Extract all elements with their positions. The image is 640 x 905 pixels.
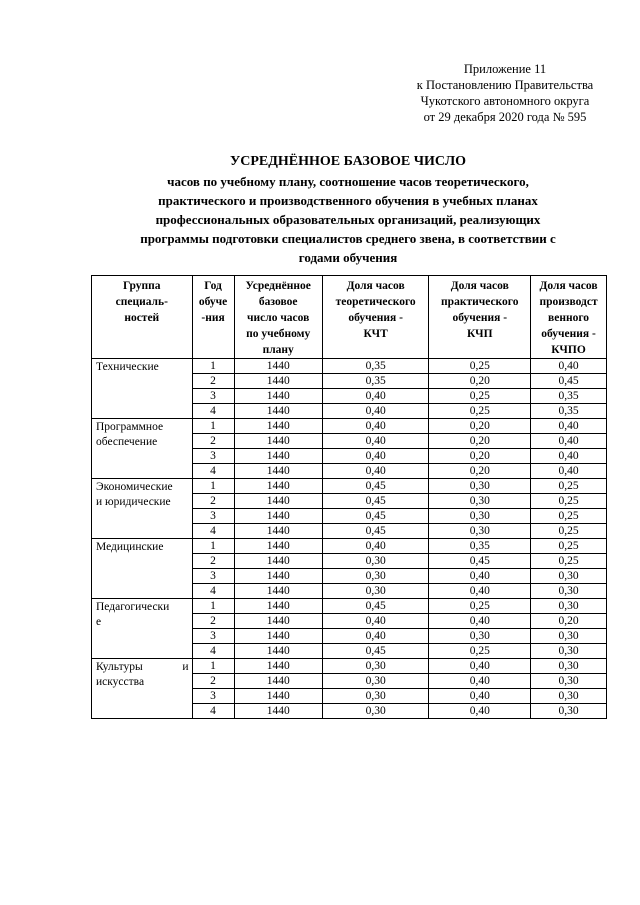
header-line: число часов [247,312,310,324]
specialty-group-name: Педагогически [96,601,170,613]
header-line: ностей [124,312,160,324]
production-cell: 0,40 [531,419,607,434]
production-cell: 0,30 [531,629,607,644]
practice-cell: 0,20 [429,419,531,434]
specialty-group-name: Экономические [96,481,173,493]
header-line: теоретического [335,296,416,308]
table-row [92,479,607,494]
header-line: Группа [122,280,161,292]
hours-cell: 1440 [234,494,322,509]
hours-cell: 1440 [234,509,322,524]
table-body [92,359,607,719]
production-cell: 0,40 [531,464,607,479]
specialty-group-name: и юридические [96,496,171,508]
practice-cell: 0,20 [429,374,531,389]
year-cell: 1 [192,599,234,614]
hours-cell: 1440 [234,464,322,479]
hours-cell: 1440 [234,599,322,614]
specialty-group-cell [92,599,193,659]
header-line: Доля часов [346,280,405,292]
practice-cell: 0,40 [429,584,531,599]
heading-line: практического и производственного обучения в учебных планах [158,193,538,208]
hours-cell: 1440 [234,659,322,674]
theory-cell: 0,40 [322,614,429,629]
specialty-group-name: е [96,616,102,628]
specialty-group-name: Программное [96,421,164,433]
hours-cell: 1440 [234,359,322,374]
hours-cell: 1440 [234,419,322,434]
header-line: по учебному [246,328,311,340]
theory-cell: 0,40 [322,419,429,434]
theory-cell: 0,30 [322,704,429,719]
hours-cell: 1440 [234,449,322,464]
practice-cell: 0,20 [429,464,531,479]
appendix-line: Приложение 11 [463,62,547,76]
year-cell: 2 [192,494,234,509]
hours-cell: 1440 [234,614,322,629]
hours-cell: 1440 [234,539,322,554]
table-row [92,359,607,374]
year-cell: 4 [192,404,234,419]
production-cell: 0,30 [531,689,607,704]
year-cell: 3 [192,389,234,404]
hours-cell: 1440 [234,704,322,719]
theory-cell: 0,45 [322,494,429,509]
theory-cell: 0,30 [322,569,429,584]
table-row [92,419,607,434]
year-cell: 2 [192,614,234,629]
theory-cell: 0,40 [322,464,429,479]
theory-cell: 0,40 [322,434,429,449]
hours-cell: 1440 [234,434,322,449]
hours-cell: 1440 [234,374,322,389]
production-cell: 0,40 [531,434,607,449]
table-row [92,539,607,554]
year-cell: 4 [192,704,234,719]
appendix-line: к Постановлению Правительства [416,78,594,92]
theory-cell: 0,30 [322,689,429,704]
theory-cell: 0,30 [322,674,429,689]
hours-cell: 1440 [234,404,322,419]
specialty-group-cell [92,479,193,539]
header-line: -ния [201,312,225,324]
practice-cell: 0,30 [429,494,531,509]
year-cell: 1 [192,539,234,554]
specialty-group-cell [92,419,193,479]
production-cell: 0,25 [531,509,607,524]
hours-cell: 1440 [234,554,322,569]
theory-cell: 0,35 [322,374,429,389]
year-cell: 1 [192,419,234,434]
hours-cell: 1440 [234,479,322,494]
production-cell: 0,25 [531,554,607,569]
practice-cell: 0,30 [429,629,531,644]
production-cell: 0,45 [531,374,607,389]
hours-cell: 1440 [234,644,322,659]
practice-cell: 0,35 [429,539,531,554]
header-group [92,276,193,359]
year-cell: 3 [192,689,234,704]
hours-cell: 1440 [234,389,322,404]
appendix-line: от 29 декабря 2020 года № 595 [423,110,587,124]
theory-cell: 0,40 [322,389,429,404]
specialty-group-cell [92,659,193,719]
hours-cell: 1440 [234,524,322,539]
specialty-group-name: Медицинские [96,541,164,553]
year-cell: 3 [192,449,234,464]
document-heading [90,152,606,267]
theory-cell: 0,35 [322,359,429,374]
header-line: обуче [198,296,228,308]
hours-ratio-table [91,275,607,719]
year-cell: 4 [192,584,234,599]
production-cell: 0,35 [531,404,607,419]
practice-cell: 0,40 [429,704,531,719]
theory-cell: 0,45 [322,599,429,614]
production-cell: 0,40 [531,449,607,464]
header-theory [322,276,429,359]
theory-cell: 0,40 [322,539,429,554]
production-cell: 0,30 [531,569,607,584]
year-cell: 2 [192,374,234,389]
practice-cell: 0,40 [429,689,531,704]
practice-cell: 0,25 [429,389,531,404]
header-line: КЧП [466,328,493,340]
header-line: КЧПО [551,344,586,356]
practice-cell: 0,40 [429,614,531,629]
specialty-group-cell [92,359,193,419]
appendix-reference [400,61,610,125]
header-line: плану [262,344,294,356]
theory-cell: 0,40 [322,449,429,464]
table-row [92,659,607,674]
header-line: венного [548,312,590,324]
hours-cell: 1440 [234,569,322,584]
year-cell: 2 [192,434,234,449]
year-cell: 4 [192,464,234,479]
year-cell: 3 [192,569,234,584]
practice-cell: 0,40 [429,674,531,689]
specialty-group-name: Культуры и [96,661,189,673]
theory-cell: 0,45 [322,509,429,524]
specialty-group-name: Технические [96,361,159,373]
production-cell: 0,25 [531,479,607,494]
theory-cell: 0,30 [322,554,429,569]
production-cell: 0,25 [531,539,607,554]
header-line: обучения - [541,328,596,340]
hours-cell: 1440 [234,674,322,689]
header-line: специаль- [115,296,168,308]
year-cell: 4 [192,524,234,539]
production-cell: 0,25 [531,524,607,539]
theory-cell: 0,40 [322,404,429,419]
table-row [92,599,607,614]
theory-cell: 0,30 [322,584,429,599]
year-cell: 2 [192,674,234,689]
header-production [531,276,607,359]
specialty-group-name: обеспечение [96,436,158,448]
theory-cell: 0,45 [322,524,429,539]
year-cell: 1 [192,659,234,674]
practice-cell: 0,30 [429,524,531,539]
year-cell: 3 [192,509,234,524]
heading-line: программы подготовки специалистов среднего звена, в соответствии с [140,231,556,246]
theory-cell: 0,45 [322,479,429,494]
production-cell: 0,30 [531,704,607,719]
year-cell: 2 [192,554,234,569]
production-cell: 0,30 [531,584,607,599]
production-cell: 0,30 [531,599,607,614]
header-practice [429,276,531,359]
header-line: базовое [258,296,298,308]
heading-line: годами обучения [298,250,398,265]
header-line: обучения - [452,312,508,324]
practice-cell: 0,20 [429,449,531,464]
header-hours [234,276,322,359]
production-cell: 0,25 [531,494,607,509]
practice-cell: 0,25 [429,644,531,659]
practice-cell: 0,25 [429,599,531,614]
heading-line: часов по учебному плану, соотношение часов теоретического, [167,174,529,189]
document-title: УСРЕДНЁННОЕ БАЗОВОЕ ЧИСЛО [229,154,467,169]
year-cell: 1 [192,479,234,494]
hours-cell: 1440 [234,584,322,599]
practice-cell: 0,40 [429,659,531,674]
practice-cell: 0,25 [429,404,531,419]
theory-cell: 0,45 [322,644,429,659]
production-cell: 0,30 [531,659,607,674]
production-cell: 0,35 [531,389,607,404]
hours-cell: 1440 [234,629,322,644]
header-line: производст [539,296,598,308]
header-line: обучения - [348,312,403,324]
practice-cell: 0,20 [429,434,531,449]
year-cell: 3 [192,629,234,644]
header-line: Год [204,280,222,292]
production-cell: 0,20 [531,614,607,629]
year-cell: 1 [192,359,234,374]
header-line: Доля часов [450,280,509,292]
header-line: Усреднённое [245,280,311,292]
theory-cell: 0,30 [322,659,429,674]
header-line: КЧТ [363,328,388,340]
production-cell: 0,30 [531,674,607,689]
practice-cell: 0,25 [429,359,531,374]
theory-cell: 0,40 [322,629,429,644]
production-cell: 0,30 [531,644,607,659]
specialty-group-cell [92,539,193,599]
appendix-line: Чукотского автономного округа [420,94,590,108]
practice-cell: 0,30 [429,479,531,494]
specialty-group-name: искусства [96,676,145,688]
practice-cell: 0,40 [429,569,531,584]
practice-cell: 0,30 [429,509,531,524]
header-line: практического [441,296,519,308]
header-year [192,276,234,359]
header-line: Доля часов [539,280,598,292]
year-cell: 4 [192,644,234,659]
table-header-row [92,276,607,359]
production-cell: 0,40 [531,359,607,374]
practice-cell: 0,45 [429,554,531,569]
heading-line: профессиональных образовательных организаций, реализующих [155,212,541,227]
hours-cell: 1440 [234,689,322,704]
